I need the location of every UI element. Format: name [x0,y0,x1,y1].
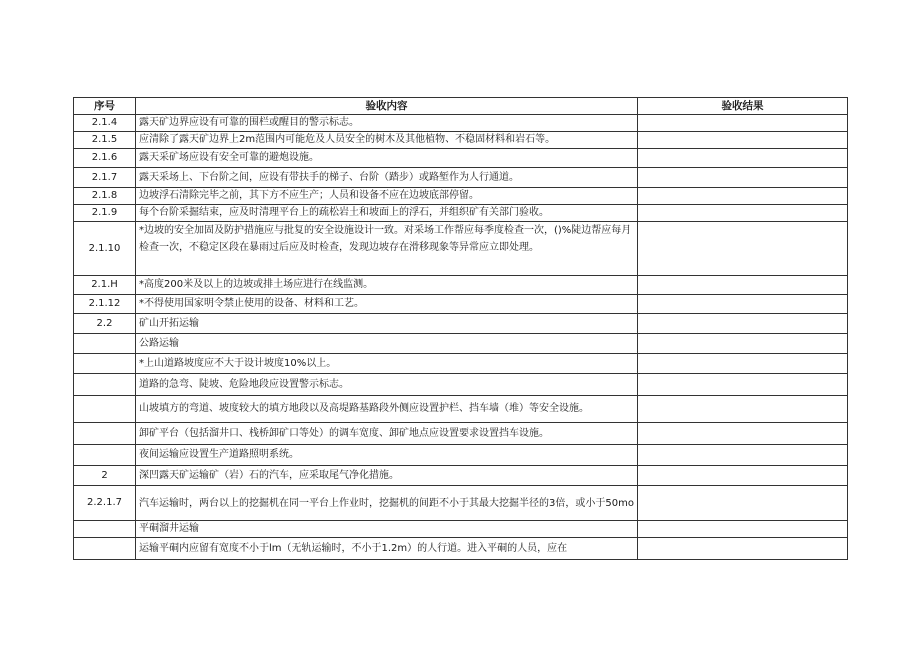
row-content: 边坡浮石清除完毕之前，其下方不应生产；人员和设备不应在边坡底部停留。 [136,188,638,205]
header-serial-number: 序号 [74,98,136,115]
row-content: 夜间运输应设置生产道路照明系统。 [136,445,638,466]
header-acceptance-content: 验收内容 [136,98,638,115]
row-result [638,374,848,396]
row-number [74,374,136,396]
row-number: 2.2.1.7 [74,486,136,521]
table-row [74,374,848,396]
row-content: 露天采矿场应设有安全可靠的避炮设施。 [136,149,638,168]
row-result [638,334,848,354]
table-row [74,334,848,354]
table-row [74,466,848,486]
row-number: 2.2 [74,314,136,334]
row-content: *上山道路坡度应不大于设计坡度10%以上。 [136,354,638,374]
row-number [74,354,136,374]
row-number [74,396,136,423]
row-result [638,188,848,205]
row-result [638,538,848,560]
table-row [74,486,848,521]
row-number [74,334,136,354]
row-content: 平硐溜井运输 [136,521,638,538]
row-content: 山坡填方的弯道、坡度较大的填方地段以及高堤路基路段外侧应设置护栏、挡车墙（堆）等安全设施。 [136,396,638,423]
row-content: 公路运输 [136,334,638,354]
row-number: 2.1.H [74,276,136,295]
row-number: 2.1.8 [74,188,136,205]
table-row [74,314,848,334]
table-row [74,188,848,205]
table-row [74,396,848,423]
row-number: 2.1.7 [74,168,136,188]
row-number: 2.1.12 [74,295,136,314]
table-row [74,276,848,295]
row-content: 露天采场上、下台阶之间，应设有带扶手的梯子、台阶（踏步）或路堑作为人行通道。 [136,168,638,188]
row-number: 2.1.4 [74,115,136,132]
row-result [638,396,848,423]
row-result [638,521,848,538]
table-row [74,423,848,445]
table-row [74,538,848,560]
row-content: 道路的急弯、陡坡、危险地段应设置警示标志。 [136,374,638,396]
row-content: 卸矿平台（包括溜井口、栈桥卸矿口等处）的调车宽度、卸矿地点应设置要求设置挡车设施。 [136,423,638,445]
row-result [638,149,848,168]
table-row [74,354,848,374]
row-number: 2.1.5 [74,132,136,149]
row-number [74,538,136,560]
row-number: 2 [74,466,136,486]
row-content: 汽车运输时，两台以上的挖掘机在同一平台上作业时，挖掘机的间距不小于其最大挖掘半径的3倍，或小于50mo [136,486,638,521]
row-result [638,314,848,334]
row-content: *边坡的安全加固及防护措施应与批复的安全设施设计一致。对采场工作帮应每季度检查一次，()%陡边帮应每月检查一次，不稳定区段在暴雨过后应及时检查，发现边坡存在滑移现象等异常应立即处理。 [136,222,638,276]
row-content: 矿山开拓运输 [136,314,638,334]
row-number: 2.1.6 [74,149,136,168]
table-row [74,222,848,276]
row-content: 每个台阶采掘结束，应及时清理平台上的疏松岩土和坡面上的浮石，并组织矿有关部门验收。 [136,205,638,222]
table-row [74,168,848,188]
row-content: *高度200米及以上的边坡或排土场应进行在线监测。 [136,276,638,295]
row-number: 2.1.9 [74,205,136,222]
row-result [638,295,848,314]
row-result [638,354,848,374]
row-number [74,521,136,538]
row-result [638,132,848,149]
row-result [638,486,848,521]
table-row [74,295,848,314]
row-result [638,466,848,486]
row-result [638,423,848,445]
table-header-row [74,98,848,115]
row-result [638,205,848,222]
row-content: 深凹露天矿运输矿（岩）石的汽车，应采取尾气净化措施。 [136,466,638,486]
row-number [74,423,136,445]
row-result [638,222,848,276]
row-number [74,445,136,466]
table-row [74,205,848,222]
acceptance-table [73,97,848,560]
row-result [638,276,848,295]
table-row [74,132,848,149]
row-content: *不得使用国家明令禁止使用的设备、材料和工艺。 [136,295,638,314]
table-row [74,149,848,168]
row-result [638,445,848,466]
table-row [74,115,848,132]
row-result [638,168,848,188]
row-content: 运输平硐内应留有宽度不小于lm（无轨运输时，不小于1.2m）的人行道。进入平硐的人员，应在 [136,538,638,560]
table-row [74,521,848,538]
row-content: 应清除了露天矿边界上2m范围内可能危及人员安全的树木及其他植物、不稳固材料和岩石等。 [136,132,638,149]
table-row [74,445,848,466]
header-acceptance-result: 验收结果 [638,98,848,115]
row-result [638,115,848,132]
row-content: 露天矿边界应设有可靠的围栏或醒目的警示标志。 [136,115,638,132]
row-number: 2.1.10 [74,222,136,276]
